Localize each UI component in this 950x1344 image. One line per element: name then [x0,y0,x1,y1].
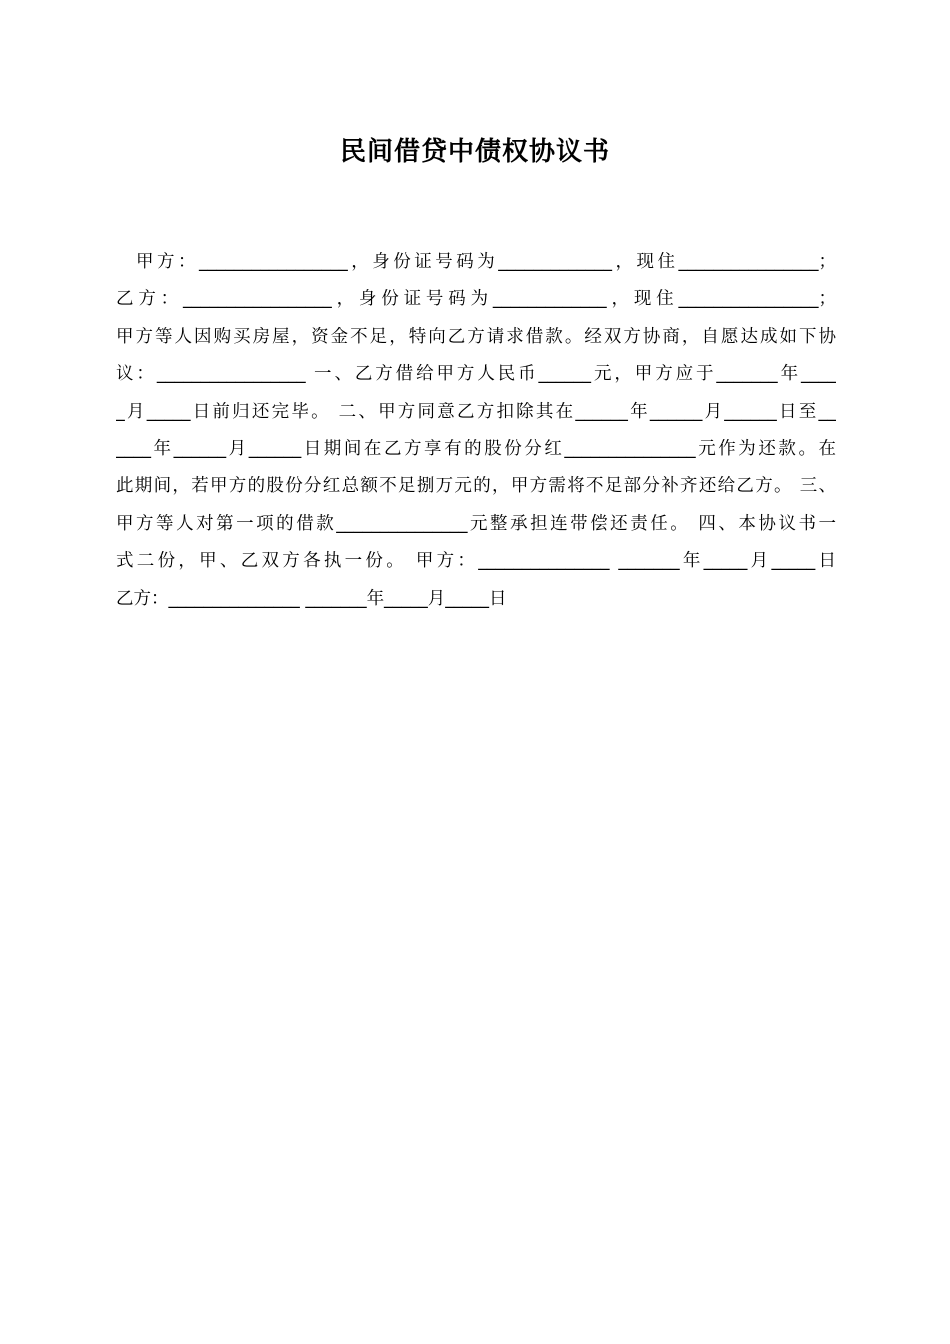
signature-line-party-a: 式二份，甲、乙双方各执一份。 甲方：_______________ _______年_____月_____日 [116,551,836,572]
document-title: 民间借贷中债权协议书 [339,137,610,167]
body-line-6: ____年______月______日期间在乙方享有的股份分红_______________元作为还款。在 [116,438,836,459]
agreement-body [116,244,836,618]
body-line-5: _月_____日前归还完毕。 二、甲方同意乙方扣除其在______年______月______日至__ [116,401,836,422]
body-line-3: 甲方等人因购买房屋，资金不足，特向乙方请求借款。经双方协商，自愿达成如下协 [116,326,836,347]
body-line-7: 此期间，若甲方的股份分红总额不足捌万元的，甲方需将不足部分补齐还给乙方。 三、 [116,476,836,497]
body-line-8: 甲方等人对第一项的借款_______________元整承担连带偿还责任。 四、本协议书一 [116,513,836,534]
body-line-4: 议：_________________ 一、乙方借给甲方人民币______元，甲方应于_______年____ [116,364,836,385]
party-b-line: 乙方：_________________，身份证号码为_____________，现住________________； [116,289,836,310]
party-a-line: 甲方：_________________，身份证号码为_____________，现住________________； [136,252,836,272]
signature-line-party-b: 乙方：_______________ _______年_____月_____日 [116,588,507,609]
